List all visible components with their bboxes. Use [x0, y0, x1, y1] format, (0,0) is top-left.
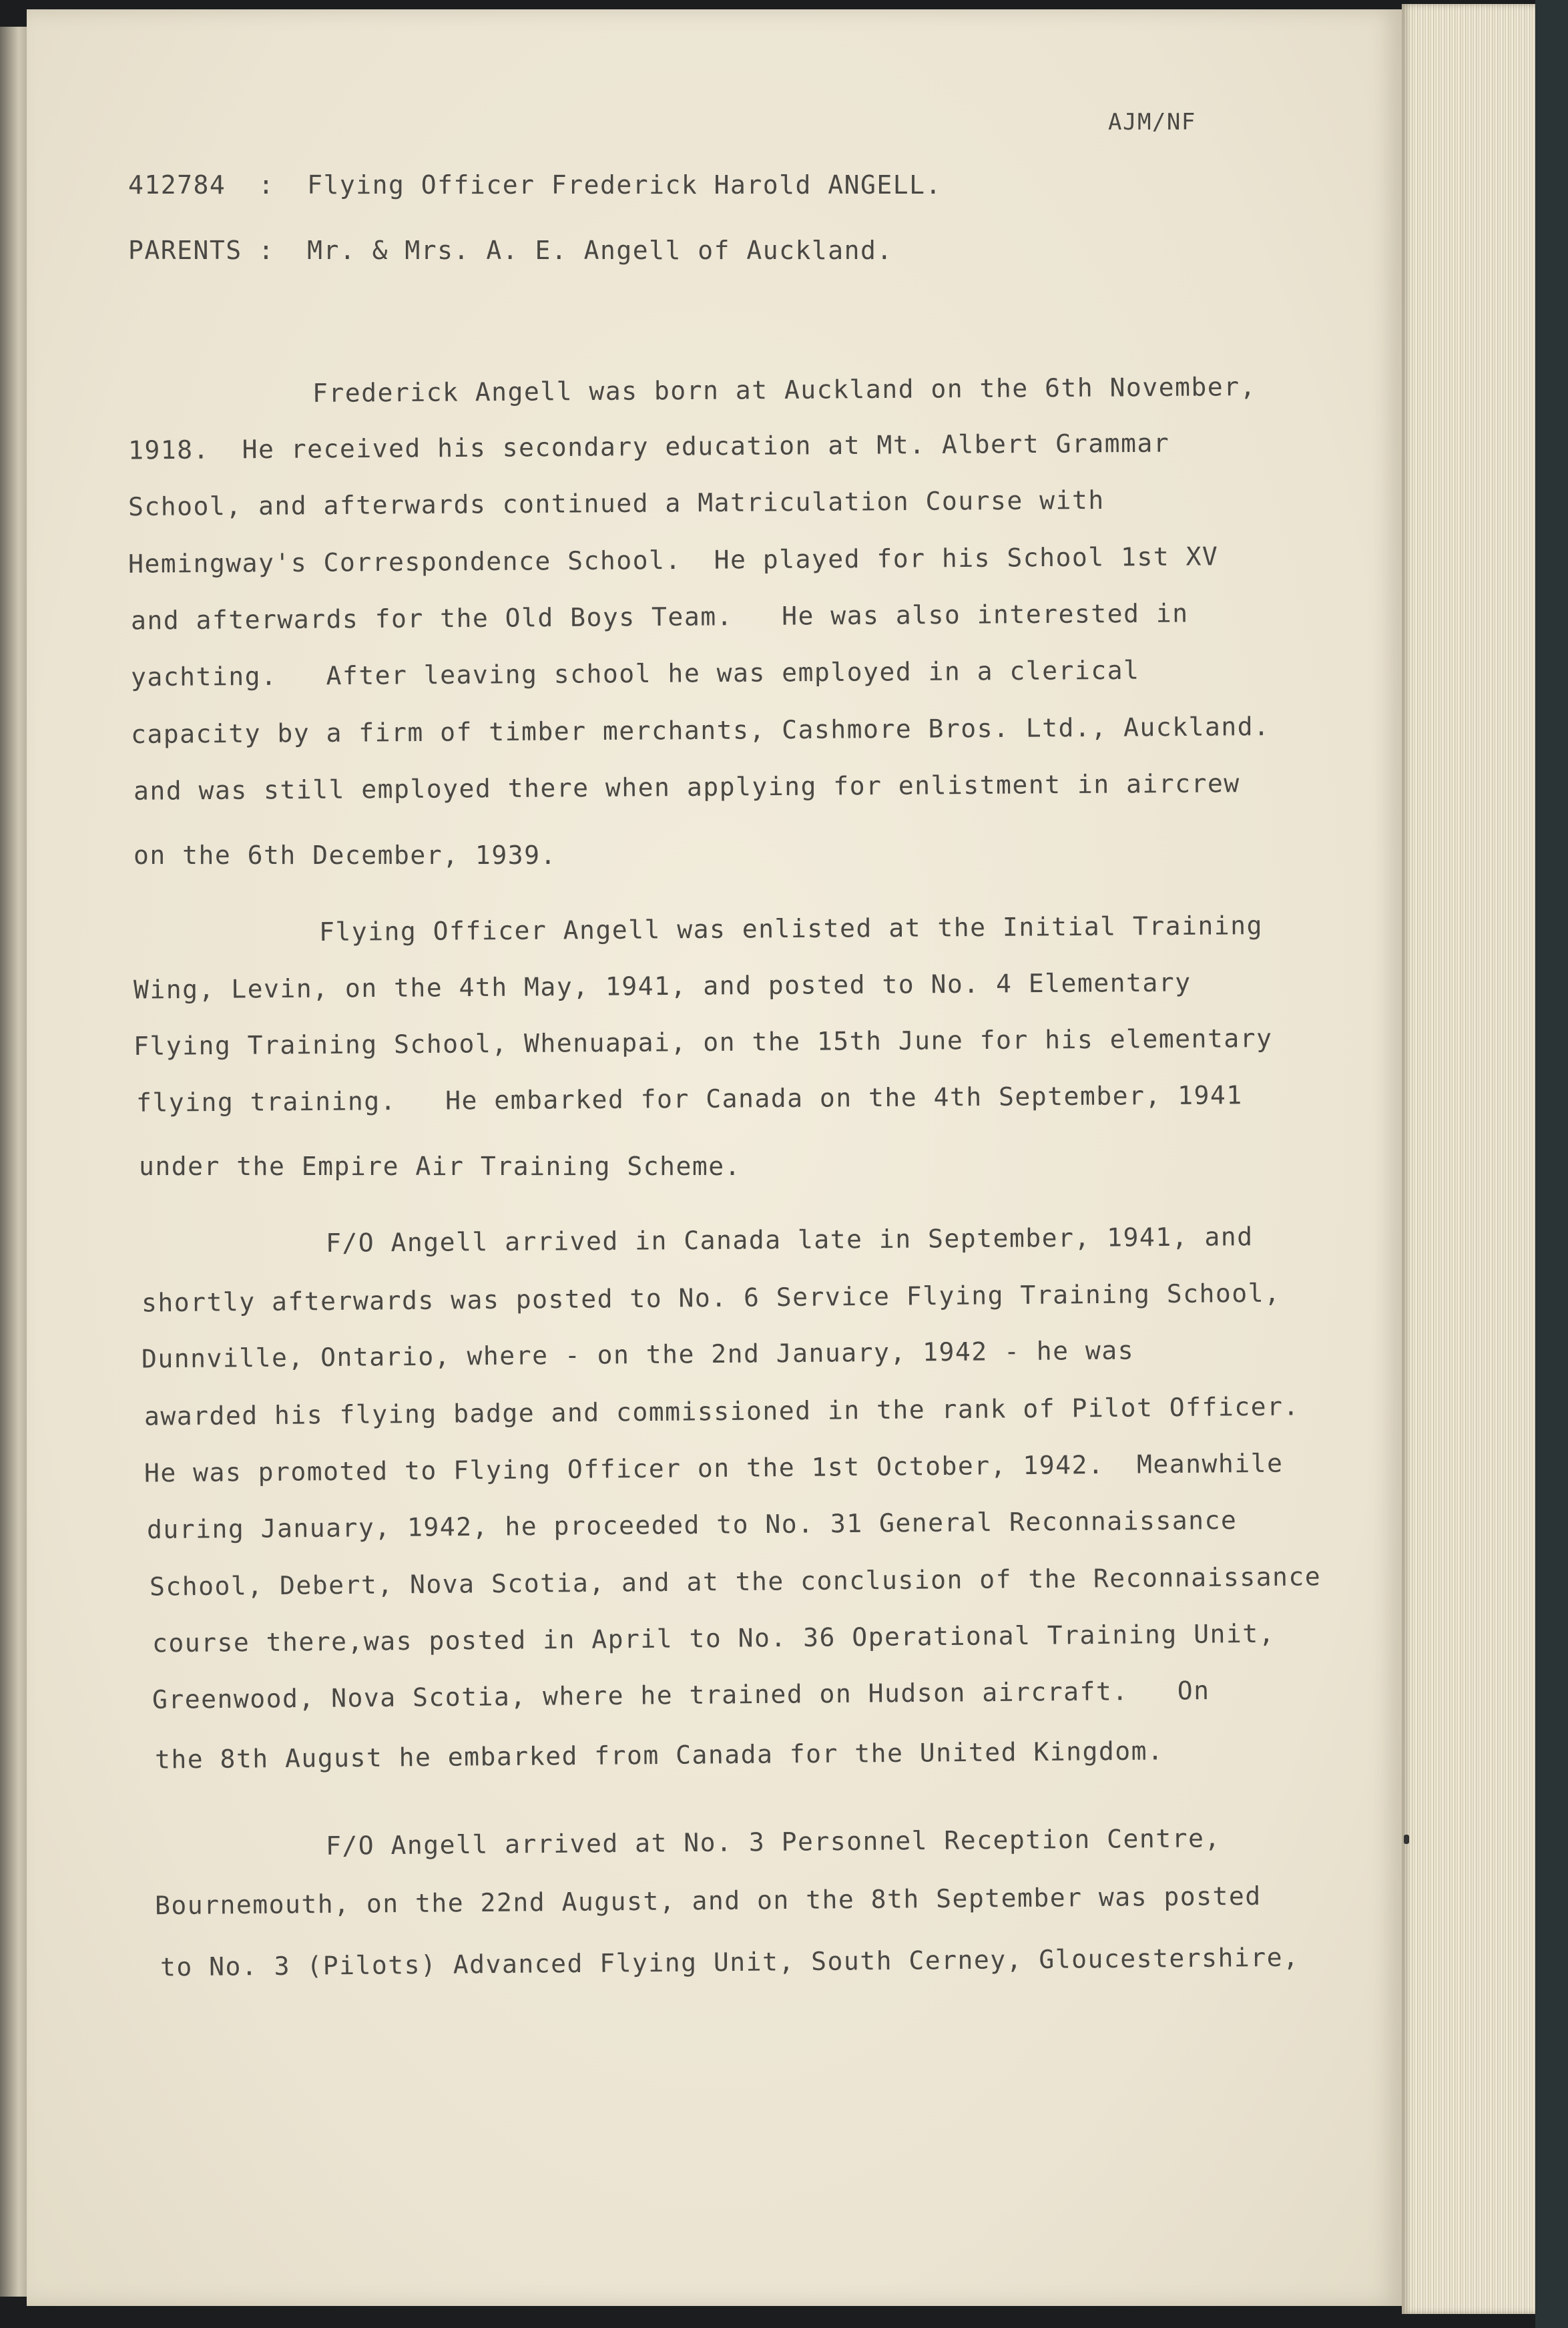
text-line: awarded his flying badge and commissioned in the rank of Pilot Officer.: [144, 1391, 1300, 1431]
text-line: shortly afterwards was posted to No. 6 Service Flying Training School,: [141, 1278, 1281, 1318]
text-line: School, and afterwards continued a Matriculation Course with: [127, 485, 1105, 522]
book-cover-edge: [1535, 0, 1568, 2328]
text-line: School, Debert, Nova Scotia, and at the conclusion of the Reconnaissance: [149, 1562, 1322, 1602]
text-line: and was still employed there when applying for enlistment in aircrew: [133, 768, 1240, 806]
text-line: and afterwards for the Old Boys Team. He was also interested in: [130, 598, 1189, 636]
text-line: course there,was posted in April to No. 36 Operational Training Unit,: [152, 1618, 1276, 1658]
margin-ink-mark: [1404, 1835, 1409, 1844]
book-page-edges: [1402, 4, 1535, 2314]
text-line: yachting. After leaving school he was employed in a clerical: [130, 655, 1140, 692]
text-line: on the 6th December, 1939.: [134, 841, 557, 870]
text-line: Greenwood, Nova Scotia, where he trained on Hudson aircraft. On: [152, 1676, 1210, 1714]
text-line: to No. 3 (Pilots) Advanced Flying Unit, South Cerney, Gloucestershire,: [160, 1942, 1300, 1982]
text-line: flying training. He embarked for Canada on the 4th September, 1941: [136, 1080, 1243, 1118]
text-line: 1918. He received his secondary education at Mt. Albert Grammar: [127, 428, 1170, 465]
text-line: Wing, Levin, on the 4th May, 1941, and posted to No. 4 Elementary: [133, 967, 1192, 1005]
text-line: Frederick Angell was born at Auckland on the 6th November,: [312, 372, 1257, 408]
text-line: Flying Officer Angell was enlisted at the Initial Training: [318, 911, 1264, 947]
text-line: Bournemouth, on the 22nd August, and on the 8th September was posted: [154, 1881, 1262, 1921]
text-line: during January, 1942, he proceeded to No. 31 General Reconnaissance: [146, 1505, 1238, 1545]
text-line: He was promoted to Flying Officer on the 1st October, 1942. Meanwhile: [144, 1448, 1284, 1488]
text-line: Dunnville, Ontario, where - on the 2nd January, 1942 - he was: [141, 1335, 1135, 1374]
text-line: the 8th August he embarked from Canada for the United Kingdom.: [154, 1736, 1164, 1775]
service-number-name-line: 412784 : Flying Officer Frederick Harold ANGELL.: [128, 170, 942, 200]
text-line: F/O Angell arrived in Canada late in September, 1941, and: [325, 1222, 1254, 1258]
text-line: under the Empire Air Training Scheme.: [139, 1152, 741, 1181]
text-line: Flying Training School, Whenuapai, on the 15th June for his elementary: [133, 1023, 1273, 1061]
left-page-edge: [0, 27, 27, 2297]
text-line: capacity by a firm of timber merchants, Cashmore Bros. Ltd., Auckland.: [130, 712, 1270, 749]
text-line: Hemingway's Correspondence School. He played for his School 1st XV: [127, 541, 1219, 579]
reference-code: AJM/NF: [1108, 109, 1196, 136]
parents-line: PARENTS : Mr. & Mrs. A. E. Angell of Auckland.: [128, 236, 893, 265]
text-line: F/O Angell arrived at No. 3 Personnel Reception Centre,: [325, 1823, 1221, 1861]
